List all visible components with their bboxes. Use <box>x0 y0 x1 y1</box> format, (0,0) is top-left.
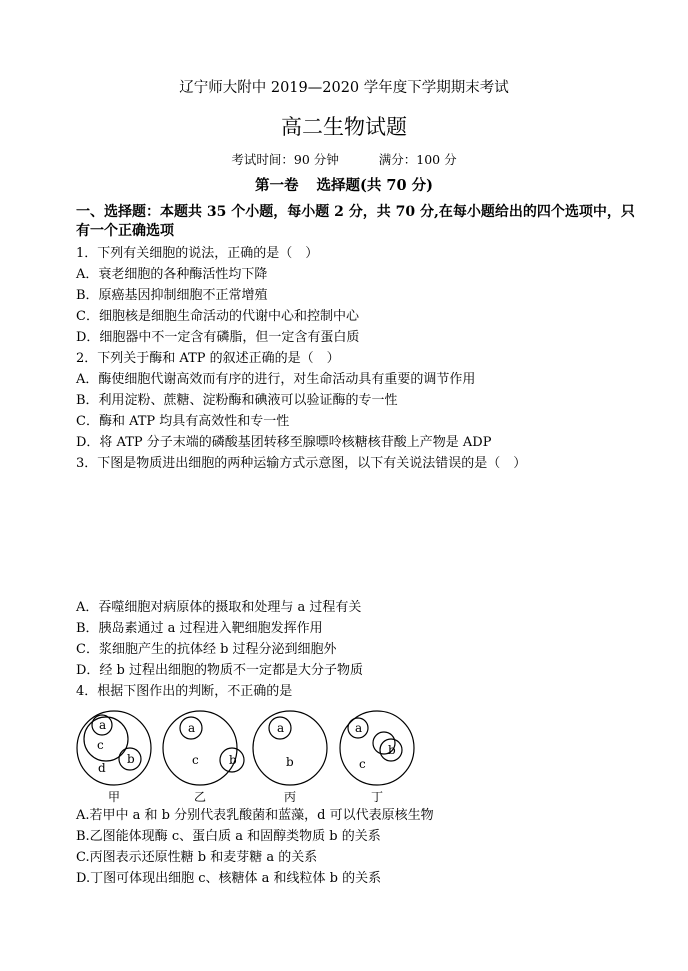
venn-jia-label-a: a <box>99 718 107 732</box>
section-instruction-line1: 一、选择题：本题共 35 个小题，每小题 2 分，共 70 分,在每小题给出的四个选项中，只 <box>76 204 635 220</box>
question-1-option-b: B．原癌基因抑制细胞不正常增殖 <box>76 288 268 303</box>
page-title: 高二生物试题 <box>281 115 407 139</box>
venn-caption-bing: 丙 <box>284 790 297 804</box>
question-3-option-b: B．胰岛素通过 a 过程进入靶细胞发挥作用 <box>76 621 323 636</box>
question-1-stem: 1．下列有关细胞的说法，正确的是（ ） <box>76 246 319 261</box>
venn-caption-ding: 丁 <box>371 790 384 804</box>
exam-score: 满分：100 分 <box>378 152 457 167</box>
venn-yi-label-a: a <box>188 721 196 735</box>
question-3-option-d: D．经 b 过程出细胞的物质不一定都是大分子物质 <box>76 663 364 678</box>
venn-bing-label-a: a <box>277 721 285 735</box>
question-2-option-b: B．利用淀粉、蔗糖、淀粉酶和碘液可以验证酶的专一性 <box>76 393 398 408</box>
venn-jia-label-c: c <box>97 738 104 752</box>
venn-jia-label-b: b <box>127 752 135 766</box>
venn-ding-label-c: c <box>359 757 366 771</box>
exam-meta <box>0 151 688 168</box>
venn-bing-label-b: b <box>286 755 294 769</box>
question-4-stem: 4．根据下图作出的判断，不正确的是 <box>76 684 293 699</box>
question-3-stem: 3．下图是物质进出细胞的两种运输方式示意图，以下有关说法错误的是（ ） <box>76 456 527 471</box>
exam-time: 考试时间：90 分钟 <box>231 152 339 167</box>
question-2-option-c: C．酶和 ATP 均具有高效性和专一性 <box>76 414 290 429</box>
question-4-option-a: A.若甲中 a 和 b 分别代表乳酸菌和蓝藻，d 可以代表原核生物 <box>76 808 434 823</box>
venn-jia-outer-circle <box>77 711 151 785</box>
question-2-stem: 2．下列关于酶和 ATP 的叙述正确的是（ ） <box>76 351 340 366</box>
venn-figure <box>72 704 417 804</box>
venn-ding <box>340 711 414 785</box>
venn-yi-label-b: b <box>229 753 237 767</box>
venn-bing <box>253 711 327 785</box>
venn-jia <box>77 711 151 785</box>
venn-bing-b-circle <box>253 711 327 785</box>
question-2-option-d: D．将 ATP 分子末端的磷酸基团转移至腺嘌呤核糖核苷酸上产物是 ADP <box>76 435 492 450</box>
school-exam-line: 辽宁师大附中 2019—2020 学年度下学期期末考试 <box>179 80 509 96</box>
venn-caption-jia: 甲 <box>108 790 121 804</box>
question-1-option-a: A．衰老细胞的各种酶活性均下降 <box>76 267 268 282</box>
venn-caption-yi: 乙 <box>194 790 207 804</box>
question-4-option-c: C.丙图表示还原性糖 b 和麦芽糖 a 的关系 <box>76 850 318 865</box>
volume-label: 第一卷 <box>255 177 299 194</box>
question-1-option-d: D．细胞器中不一定含有磷脂，但一定含有蛋白质 <box>76 330 360 345</box>
venn-ding-label-b: b <box>388 743 396 757</box>
question-2-option-a: A．酶使细胞代谢高效而有序的进行，对生命活动具有重要的调节作用 <box>76 372 476 387</box>
question-3-option-c: C．浆细胞产生的抗体经 b 过程分泌到细胞外 <box>76 642 337 657</box>
venn-yi-label-c: c <box>192 753 199 767</box>
section-instruction-line2: 有一个正确选项 <box>76 223 174 239</box>
venn-ding-c-circle <box>340 711 414 785</box>
venn-yi <box>163 711 244 785</box>
venn-jia-label-d: d <box>98 761 106 775</box>
volume-desc: 选择题(共 70 分) <box>316 177 433 194</box>
question-4-option-b: B.乙图能体现酶 c、蛋白质 a 和固醇类物质 b 的关系 <box>76 829 381 844</box>
question-4-option-d: D.丁图可体现出细胞 c、核糖体 a 和线粒体 b 的关系 <box>76 871 382 886</box>
question-1-option-c: C．细胞核是细胞生命活动的代谢中心和控制中心 <box>76 309 359 324</box>
volume-heading <box>0 177 688 194</box>
venn-ding-label-a: a <box>355 721 363 735</box>
question-3-option-a: A．吞噬细胞对病原体的摄取和处理与 a 过程有关 <box>76 600 362 615</box>
